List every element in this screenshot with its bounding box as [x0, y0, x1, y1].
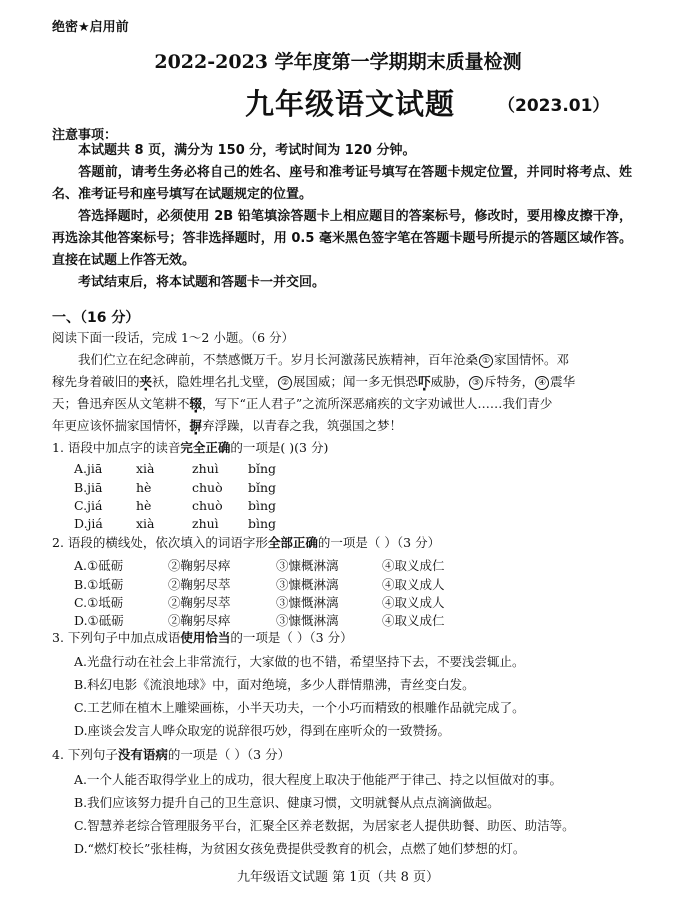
page-footer: 九年级语文试题 第 1页（共 8 页） [236, 870, 440, 885]
q1-option-a-3: zhuì [192, 461, 219, 476]
dotted-char-2: 吓 [418, 374, 431, 389]
q4-option-c: C.智慧养老综合管理服务平台，汇聚全区养老数据，为居家老人提供助餐、助医、助洁等。 [74, 818, 575, 833]
q1-option-d-1: D.jiá [74, 516, 103, 531]
exam-title-line1: 2022-2023 学年度第一学期期末质量检测 [154, 51, 522, 73]
q1-option-b-4: bǐng [248, 480, 277, 495]
q2-option-a-3: ③慷概淋漓 [276, 558, 339, 573]
q2-option-a-2: ②鞠躬尽瘁 [168, 558, 231, 573]
q1-option-d-2: xià [136, 516, 155, 531]
q3-option-b: B.科幻电影《流浪地球》中，面对绝境，多少人群情鼎沸，青丝变白发。 [74, 677, 475, 692]
notice-heading: 注意事项： [52, 128, 118, 143]
q2-option-b-1: B.①坻砺 [74, 577, 124, 592]
q2-option-d-1: D.①砥砺 [74, 613, 124, 628]
question-1-stem: 1. 语段中加点字的读音完全正确的一项是( )(3 分) [52, 440, 329, 455]
question-2-stem: 2. 语段的横线处，依次填入的词语字形全部正确的一项是（ ）（3 分） [52, 535, 441, 550]
blank-3-marker: ③ [469, 376, 483, 390]
exam-title-line2: 九年级语文试题 [245, 87, 456, 121]
exam-date: （2023.01） [498, 96, 610, 116]
question-4-stem: 4. 下列句子没有语病的一项是（ ）（3 分） [52, 747, 291, 762]
q2-option-c-1: C.①坻砺 [74, 595, 124, 610]
q2-option-d-2: ②鞠躬尽瘁 [168, 613, 231, 628]
q3-option-c: C.工艺师在植木上雕梁画栋，小半天功夫，一个小巧而精致的根雕作品就完成了。 [74, 700, 525, 715]
q2-option-a-4: ④取义成仁 [382, 558, 445, 573]
q3-option-d: D.座谈会发言人哗众取宠的说辞很巧妙，得到在座听众的一致赞扬。 [74, 723, 451, 738]
q2-option-d-3: ③慷慨淋漓 [276, 613, 339, 628]
section-1-heading: 一、（16 分） [52, 310, 140, 326]
q2-option-a-1: A.①砥砺 [74, 558, 124, 573]
q2-option-b-2: ②鞠躬尽萃 [168, 577, 231, 592]
dotted-char-3: 辍 [189, 396, 203, 411]
question-3-stem: 3. 下列句子中加点成语使用恰当的一项是（ ）（3 分） [52, 630, 353, 645]
q2-option-b-3: ③慷概淋漓 [276, 577, 339, 592]
q1-option-d-3: zhuì [192, 516, 219, 531]
reading-instruction: 阅读下面一段话，完成 1～2 小题。（6 分） [52, 330, 295, 345]
confidential-label: 绝密★启用前 [52, 20, 129, 35]
q1-option-c-2: hè [136, 498, 152, 513]
q1-option-a-2: xià [136, 461, 155, 476]
blank-4-marker: ④ [535, 376, 549, 390]
blank-2-marker: ② [278, 376, 292, 390]
q1-option-b-3: chuò [192, 480, 223, 495]
q1-option-b-2: hè [136, 480, 152, 495]
q4-option-a: A.一个人能否取得学业上的成功，很大程度上取决于他能严于律己、持之以恒做对的事。 [74, 772, 563, 787]
q2-option-c-3: ③慷慨淋漓 [276, 595, 339, 610]
notice-paragraph-4: 考试结束后，将本试题和答题卡一并交回。 [78, 275, 326, 290]
blank-1-marker: ① [479, 354, 493, 368]
q2-option-c-2: ②鞠躬尽萃 [168, 595, 231, 610]
notice-paragraph-3: 答选择题时，必须使用 2B 铅笔填涂答题卡上相应题目的答案标号，修改时，要用橡皮擦干净，再选涂其他答案标号；答非选择题时，用 0.5 毫米黑色签字笔在答题卡题号所提示的答题区域作答。直接在试题上作答无效。 [52, 209, 632, 268]
q4-option-b: B.我们应该努力提升自己的卫生意识、健康习惯，文明就餐从点点滴滴做起。 [74, 795, 500, 810]
q2-option-b-4: ④取义成人 [382, 577, 445, 592]
q1-option-c-4: bìng [248, 498, 277, 513]
notice-paragraph-1: 本试题共 8 页，满分为 150 分，考试时间为 120 分钟。 [78, 143, 416, 158]
q4-option-d: D.“燃灯校长”张桂梅，为贫困女孩免费提供受教育的机会，点燃了她们梦想的灯。 [74, 841, 526, 856]
dotted-char-4: 摒 [189, 418, 203, 433]
q1-option-c-1: C.jiá [74, 498, 103, 513]
dotted-char-1: 夹 [139, 374, 153, 389]
q2-option-c-4: ④取义成人 [382, 595, 445, 610]
q1-option-a-1: A.jiā [74, 461, 103, 476]
q1-option-d-4: bìng [248, 516, 277, 531]
q1-option-a-4: bǐng [248, 461, 277, 476]
q3-option-a: A.光盘行动在社会上非常流行，大家做的也不错，希望坚持下去，不要浅尝辄止。 [74, 654, 525, 669]
q1-option-c-3: chuò [192, 498, 223, 513]
q1-option-b-1: B.jiā [74, 480, 103, 495]
notice-paragraph-2: 答题前，请考生务必将自己的姓名、座号和准考证号填写在答题卡规定位置，并同时将考点、姓名、准考证号和座号填写在试题规定的位置。 [52, 165, 632, 202]
q2-option-d-4: ④取义成仁 [382, 613, 445, 628]
